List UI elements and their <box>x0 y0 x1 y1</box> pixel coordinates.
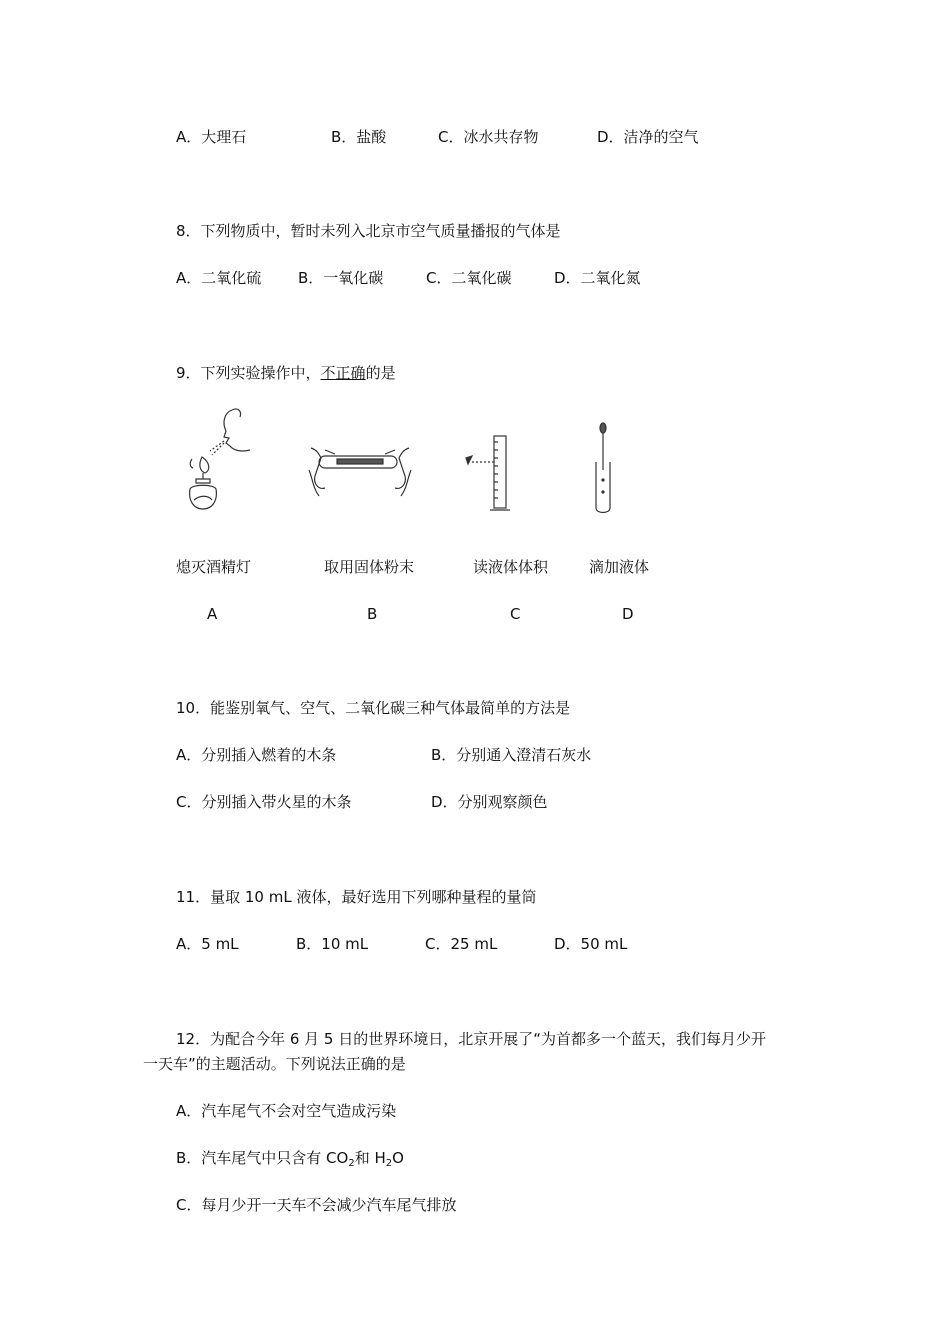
dropper-figure <box>588 420 618 518</box>
q8-option-d: D．二氧化氮 <box>554 269 641 287</box>
q10-option-c: C．分别插入带火星的木条 <box>176 793 352 811</box>
q7-option-a: A．大理石 <box>176 128 247 146</box>
powder-test-tube-figure <box>305 440 415 510</box>
q11-option-a: A．5 mL <box>176 935 239 953</box>
q11-stem: 11．量取 10 mL 液体，最好选用下列哪种量程的量筒 <box>176 888 537 906</box>
q9-letter-c: C <box>510 605 521 623</box>
q9-stem <box>176 363 396 383</box>
q12-option-c: C．每月少开一天车不会减少汽车尾气排放 <box>176 1196 457 1214</box>
q12-option-b-suffix: O <box>392 1149 404 1167</box>
q9-letter-a: A <box>207 605 218 623</box>
q12-option-a: A．汽车尾气不会对空气造成污染 <box>176 1102 397 1120</box>
q8-stem: 8．下列物质中，暂时未列入北京市空气质量播报的气体是 <box>176 222 561 240</box>
q10-option-b: B．分别通入澄清石灰水 <box>431 746 592 764</box>
q9-letter-d: D <box>622 605 634 623</box>
q10-option-d: D．分别观察颜色 <box>431 793 548 811</box>
q11-option-d: D．50 mL <box>554 935 628 953</box>
q12-option-b-prefix: B．汽车尾气中只含有 CO <box>176 1149 349 1167</box>
q11-option-c: C．25 mL <box>425 935 498 953</box>
q10-option-a: A．分别插入燃着的木条 <box>176 746 337 764</box>
q8-option-c: C．二氧化碳 <box>426 269 512 287</box>
q12-option-b-sub2: 2 <box>385 1158 393 1169</box>
q9-caption-d: 滴加液体 <box>589 558 650 576</box>
q9-caption-a: 熄灭酒精灯 <box>176 558 252 576</box>
graduated-cylinder-figure <box>460 430 520 515</box>
q9-stem-suffix: 的是 <box>365 364 396 382</box>
q7-option-b: B．盐酸 <box>331 128 387 146</box>
q9-caption-b: 取用固体粉末 <box>324 558 415 576</box>
q8-option-b: B．一氧化碳 <box>298 269 384 287</box>
q12-option-b-sub1: 2 <box>348 1158 355 1169</box>
q8-option-a: A．二氧化硫 <box>176 269 262 287</box>
q12-stem-line1: 12．为配合今年 6 月 5 日的世界环境日，北京开展了“为首都多一个蓝天，我们每月少开 <box>176 1030 767 1048</box>
q11-option-b: B．10 mL <box>296 935 369 953</box>
q9-stem-emphasis: 不正确 <box>320 364 366 382</box>
q9-letter-b: B <box>367 605 378 623</box>
q10-stem: 10．能鉴别氧气、空气、二氧化碳三种气体最简单的方法是 <box>176 699 571 717</box>
q9-stem-prefix: 9．下列实验操作中， <box>176 364 321 382</box>
q9-caption-c: 读液体体积 <box>473 558 549 576</box>
alcohol-lamp-figure <box>180 405 260 515</box>
q12-option-b-mid: 和 H <box>354 1149 386 1167</box>
q7-option-c: C．冰水共存物 <box>438 128 539 146</box>
q7-option-d: D．洁净的空气 <box>597 128 699 146</box>
q12-option-b <box>176 1148 404 1174</box>
q12-stem-line2: 一天车”的主题活动。下列说法正确的是 <box>143 1055 406 1073</box>
